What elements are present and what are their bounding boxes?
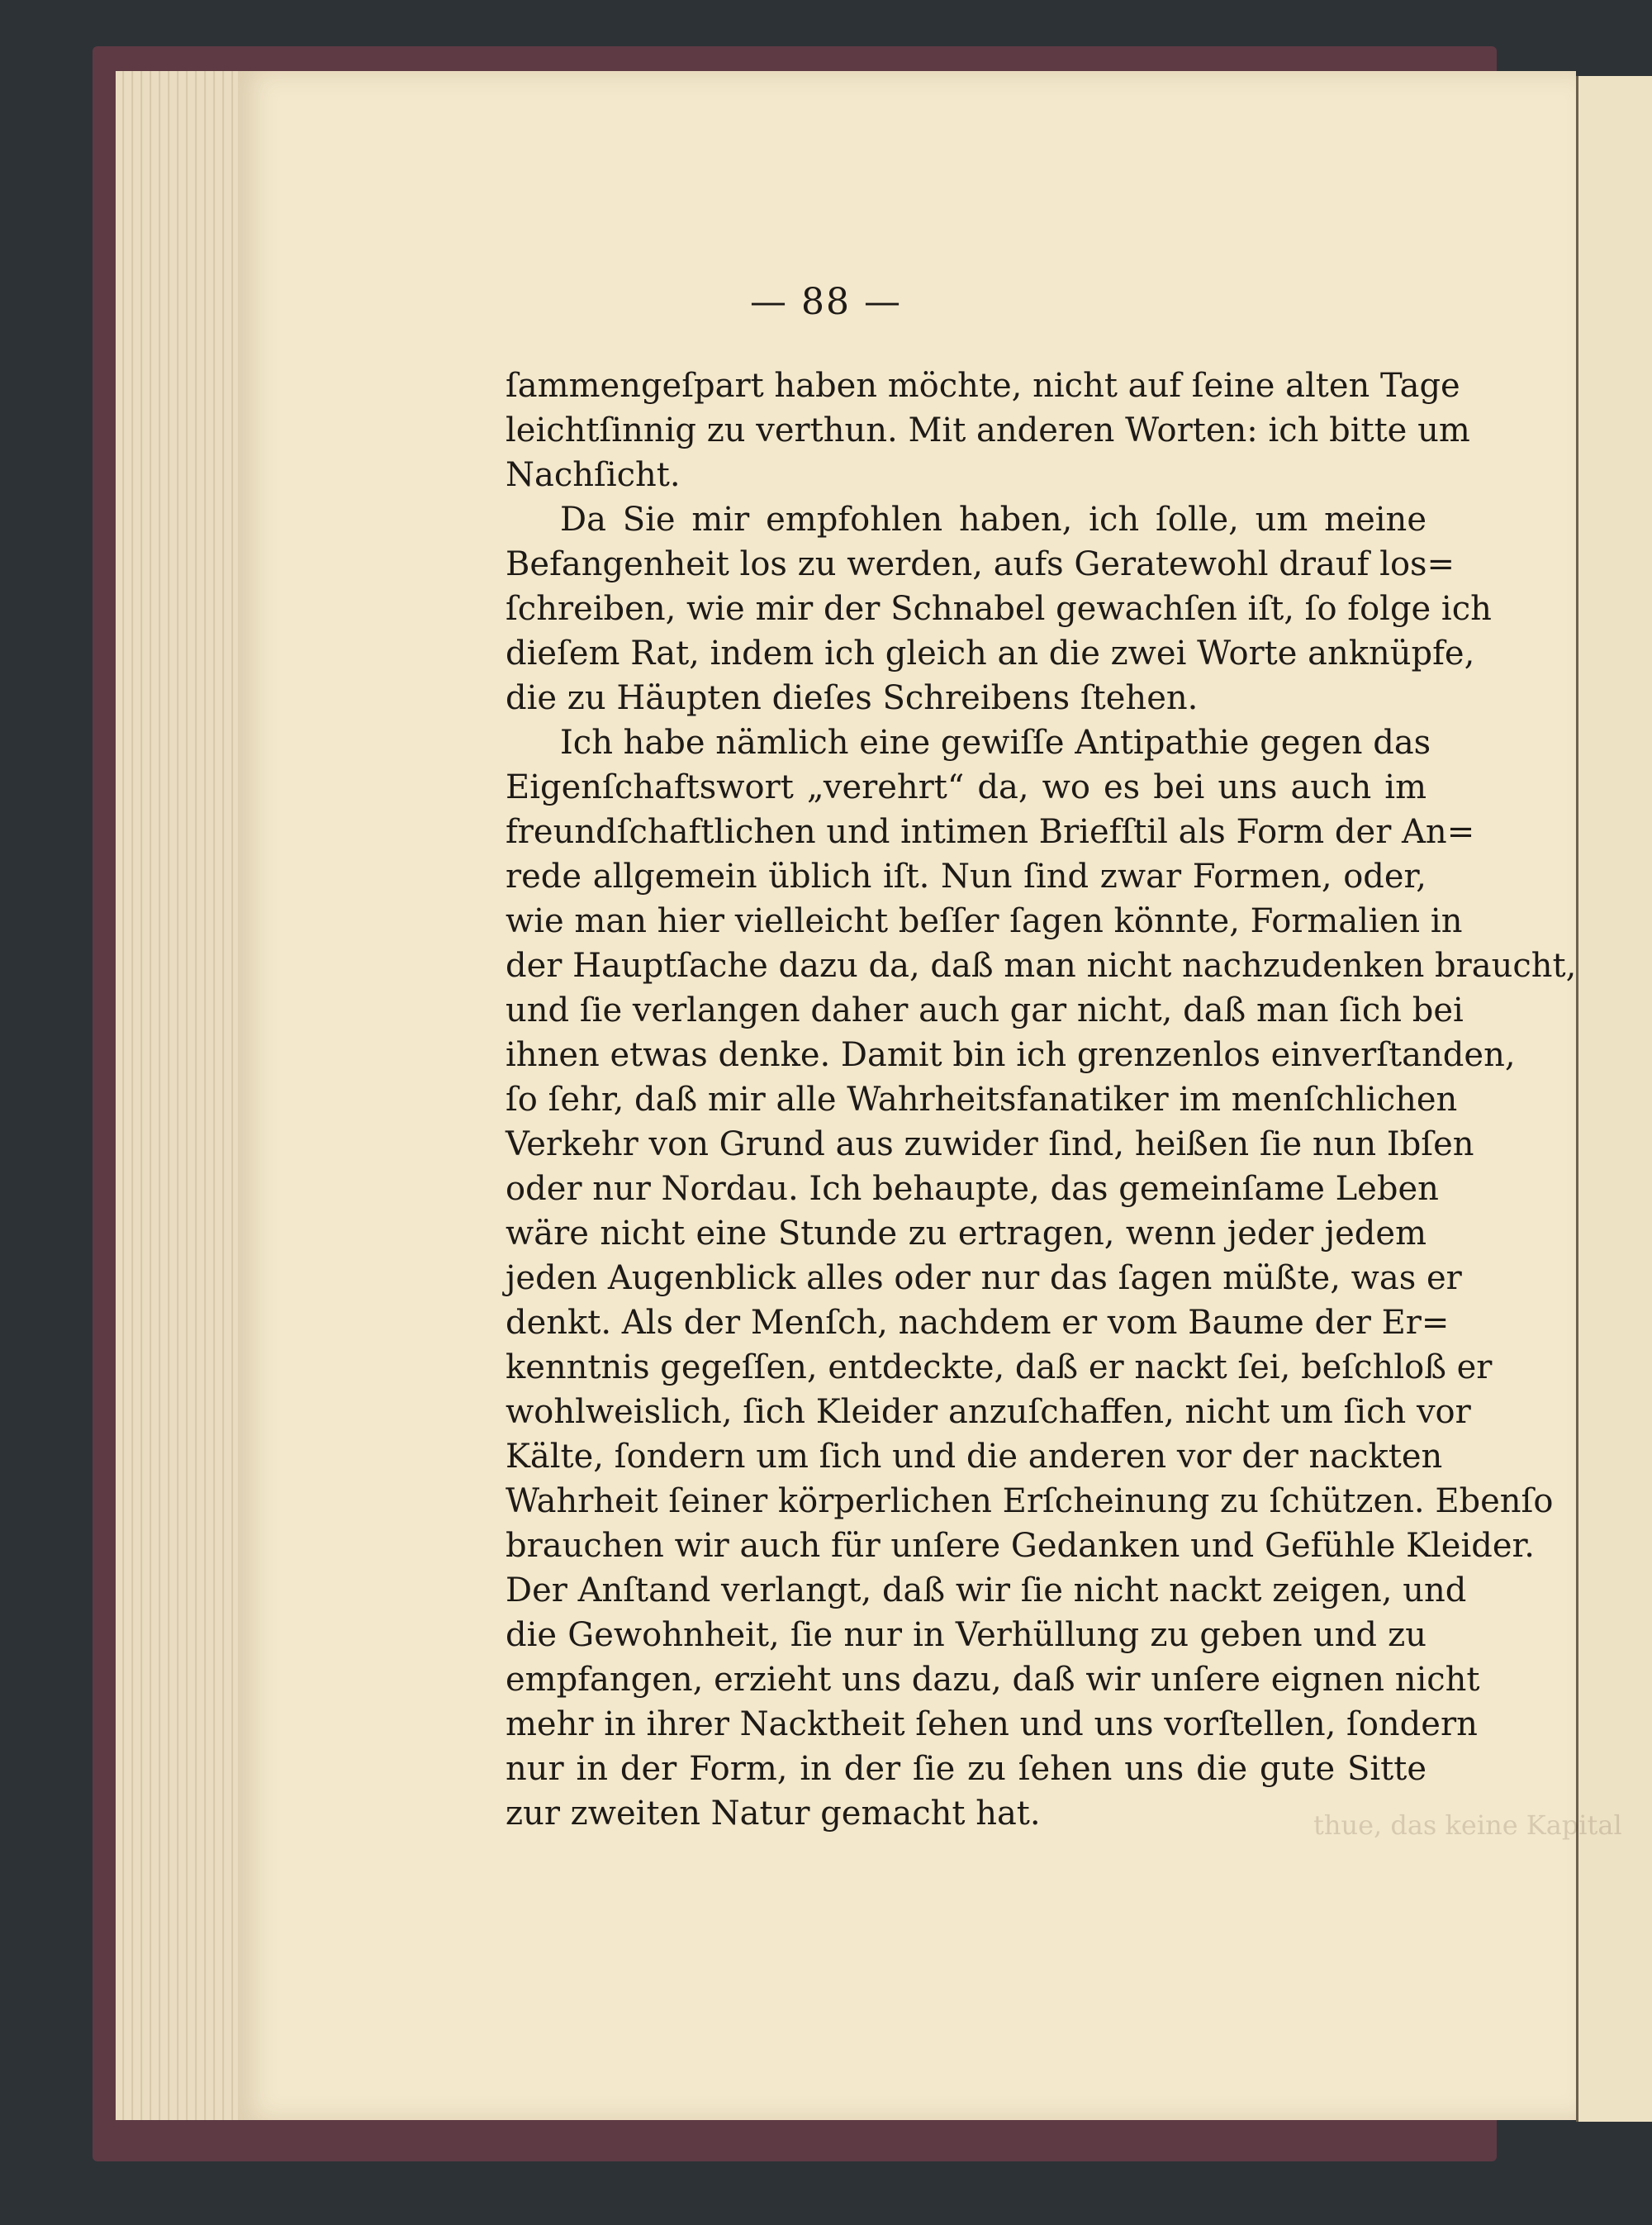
text-line: ſchreiben, wie mir der Schnabel gewachſen iſt, ſo folge ich (506, 590, 1492, 628)
text-line: Kälte, ſondern um ſich und die anderen vor der nackten (506, 1438, 1443, 1476)
text-line: empfangen, erzieht uns dazu, daß wir unſere eignen nicht (506, 1661, 1480, 1699)
text-line: Eigenſchaftswort „verehrt“ da, wo es bei uns auch im (506, 768, 1427, 806)
text-line: ihnen etwas denke. Damit bin ich grenzenlos einverſtanden, (506, 1036, 1516, 1074)
text-line: jeden Augenblick alles oder nur das ſagen müßte, was er (506, 1259, 1462, 1297)
text-line: Wahrheit ſeiner körperlichen Erſcheinung zu ſchützen. Ebenſo (506, 1482, 1554, 1520)
text-line: oder nur Nordau. Ich behaupte, das gemeinſame Leben (506, 1170, 1439, 1208)
text-line: die zu Häupten dieſes Schreibens ſtehen. (506, 679, 1199, 717)
text-line: wohlweislich, ſich Kleider anzuſchaffen, nicht um ſich vor (506, 1393, 1471, 1431)
text-line: Nachſicht. (506, 456, 681, 494)
text-line: nur in der Form, in der ſie zu ſehen uns die gute Sitte (506, 1750, 1427, 1788)
text-line: der Hauptſache dazu da, daß man nicht nachzudenken braucht, (506, 947, 1577, 985)
text-line: ſo ſehr, daß mir alle Wahrheitsfanatiker im menſchlichen (506, 1081, 1458, 1119)
text-line: wäre nicht eine Stunde zu ertragen, wenn jeder jedem (506, 1215, 1427, 1253)
text-line: Da Sie mir empfohlen haben, ich ſolle, um meine (560, 501, 1427, 539)
page-stack-edge (116, 71, 240, 2120)
bleed-through-text: thue, das keine Kapital (1313, 1809, 1622, 1841)
page-number: — 88 — (750, 281, 902, 323)
text-line: zur zweiten Natur gemacht hat. (506, 1795, 1041, 1833)
text-line: die Gewohnheit, ſie nur in Verhüllung zu geben und zu (506, 1616, 1427, 1654)
text-line: kenntnis gegeſſen, entdeckte, daß er nackt ſei, beſchloß er (506, 1348, 1493, 1386)
text-line: denkt. Als der Menſch, nachdem er vom Baume der Er= (506, 1304, 1450, 1342)
text-line: brauchen wir auch für unſere Gedanken und Gefühle Kleider. (506, 1527, 1535, 1565)
text-line: freundſchaftlichen und intimen Briefſtil als Form der An= (506, 813, 1475, 851)
text-line: Ich habe nämlich eine gewiſſe Antipathie gegen das (560, 724, 1431, 762)
text-line: Verkehr von Grund aus zuwider ſind, heißen ſie nun Ibſen (506, 1125, 1474, 1163)
text-line: Befangenheit los zu werden, aufs Geratewohl drauf los= (506, 545, 1455, 583)
text-line: Der Anſtand verlangt, daß wir ſie nicht nackt zeigen, und (506, 1571, 1467, 1609)
text-line: wie man hier vielleicht beſſer ſagen könnte, Formalien in (506, 902, 1463, 940)
text-line: mehr in ihrer Nacktheit ſehen und uns vorſtellen, ſondern (506, 1705, 1478, 1743)
text-line: rede allgemein üblich iſt. Nun ſind zwar Formen, oder, (506, 858, 1427, 896)
text-line: ſammengeſpart haben möchte, nicht auf ſeine alten Tage (506, 367, 1460, 405)
text-line: dieſem Rat, indem ich gleich an die zwei Worte anknüpfe, (506, 635, 1475, 673)
text-line: leichtſinnig zu verthun. Mit anderen Worten: ich bitte um (506, 411, 1470, 449)
text-line: und ſie verlangen daher auch gar nicht, daß man ſich bei (506, 991, 1464, 1029)
